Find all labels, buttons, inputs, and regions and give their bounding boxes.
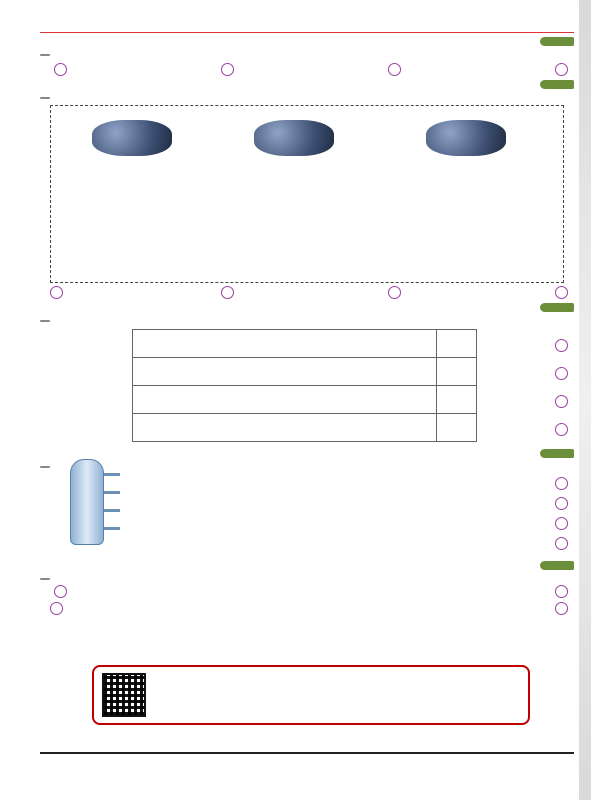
option-letter	[388, 63, 401, 76]
molecule-model-icon	[92, 120, 172, 156]
table-row	[133, 330, 477, 358]
option-a[interactable]	[551, 585, 568, 598]
option-d[interactable]	[547, 415, 568, 443]
molecule-neopentane	[391, 112, 541, 162]
q2-options	[46, 286, 568, 299]
top-decorative-border	[38, 2, 578, 30]
question-2	[40, 80, 574, 89]
row-text	[133, 414, 437, 442]
bullet-icon	[540, 303, 574, 312]
option-b[interactable]	[46, 493, 568, 513]
q5-options-row-2	[46, 602, 568, 615]
bullet-icon	[540, 449, 574, 458]
question-5	[40, 561, 574, 570]
bullet-icon	[540, 80, 574, 89]
option-letter	[221, 286, 234, 299]
question-4	[40, 449, 574, 458]
row-index	[437, 330, 477, 358]
option-letter	[555, 477, 568, 490]
option-d[interactable]	[46, 602, 63, 615]
exam-tag	[40, 97, 50, 99]
option-letter	[555, 517, 568, 530]
q5-options-row-1	[46, 585, 568, 598]
option-letter	[555, 585, 568, 598]
fractionating-tower-icon	[54, 459, 124, 549]
row-text	[133, 330, 437, 358]
molecule-pentane	[57, 112, 207, 162]
option-a[interactable]	[547, 331, 568, 359]
table-row	[133, 358, 477, 386]
option-letter	[555, 602, 568, 615]
q3-block	[40, 327, 574, 445]
row-index	[437, 358, 477, 386]
option-letter	[50, 286, 63, 299]
molecule-model-icon	[426, 120, 506, 156]
option-letter	[555, 423, 568, 436]
option-b[interactable]	[551, 602, 568, 615]
q3-statements-table	[132, 329, 477, 442]
option-letter	[388, 286, 401, 299]
option-c[interactable]	[217, 63, 234, 76]
option-b[interactable]	[547, 359, 568, 387]
bullet-icon	[540, 561, 574, 570]
option-letter	[54, 63, 67, 76]
option-d[interactable]	[46, 533, 568, 553]
left-decorative-border	[2, 10, 34, 750]
molecule-isopentane	[219, 112, 369, 162]
question-3	[40, 303, 574, 312]
content	[40, 32, 574, 619]
option-letter	[221, 63, 234, 76]
option-c[interactable]	[213, 286, 234, 299]
footer	[40, 752, 574, 792]
isomers-figure	[50, 105, 564, 283]
q3-options	[547, 331, 568, 443]
scrollbar-strip	[579, 0, 591, 800]
bullet-icon	[540, 37, 574, 46]
option-d[interactable]	[46, 286, 63, 299]
table-row	[133, 414, 477, 442]
option-b[interactable]	[384, 63, 401, 76]
option-letter	[555, 497, 568, 510]
row-text	[133, 386, 437, 414]
option-a[interactable]	[46, 473, 568, 493]
option-c[interactable]	[46, 513, 568, 533]
option-letter	[555, 63, 568, 76]
exam-tag	[40, 320, 50, 322]
exam-tag	[40, 54, 50, 56]
question-1	[40, 37, 574, 46]
option-letter	[54, 585, 67, 598]
row-index	[437, 414, 477, 442]
q4-block	[40, 473, 574, 557]
option-d[interactable]	[46, 63, 67, 76]
row-index	[437, 386, 477, 414]
option-c[interactable]	[46, 585, 67, 598]
option-letter	[555, 537, 568, 550]
q4-options	[46, 473, 568, 553]
row-text	[133, 358, 437, 386]
exam-tag	[40, 466, 50, 468]
option-a[interactable]	[551, 286, 568, 299]
option-letter	[555, 286, 568, 299]
qr-code-icon[interactable]	[102, 673, 146, 717]
page-title	[40, 32, 574, 33]
option-letter	[555, 395, 568, 408]
molecule-model-icon	[254, 120, 334, 156]
telegram-banner	[92, 665, 530, 725]
exam-tag	[40, 578, 50, 580]
option-letter	[555, 367, 568, 380]
option-letter	[555, 339, 568, 352]
option-b[interactable]	[384, 286, 401, 299]
option-letter	[50, 602, 63, 615]
table-row	[133, 386, 477, 414]
q1-options	[46, 63, 568, 76]
option-a[interactable]	[551, 63, 568, 76]
option-c[interactable]	[547, 387, 568, 415]
